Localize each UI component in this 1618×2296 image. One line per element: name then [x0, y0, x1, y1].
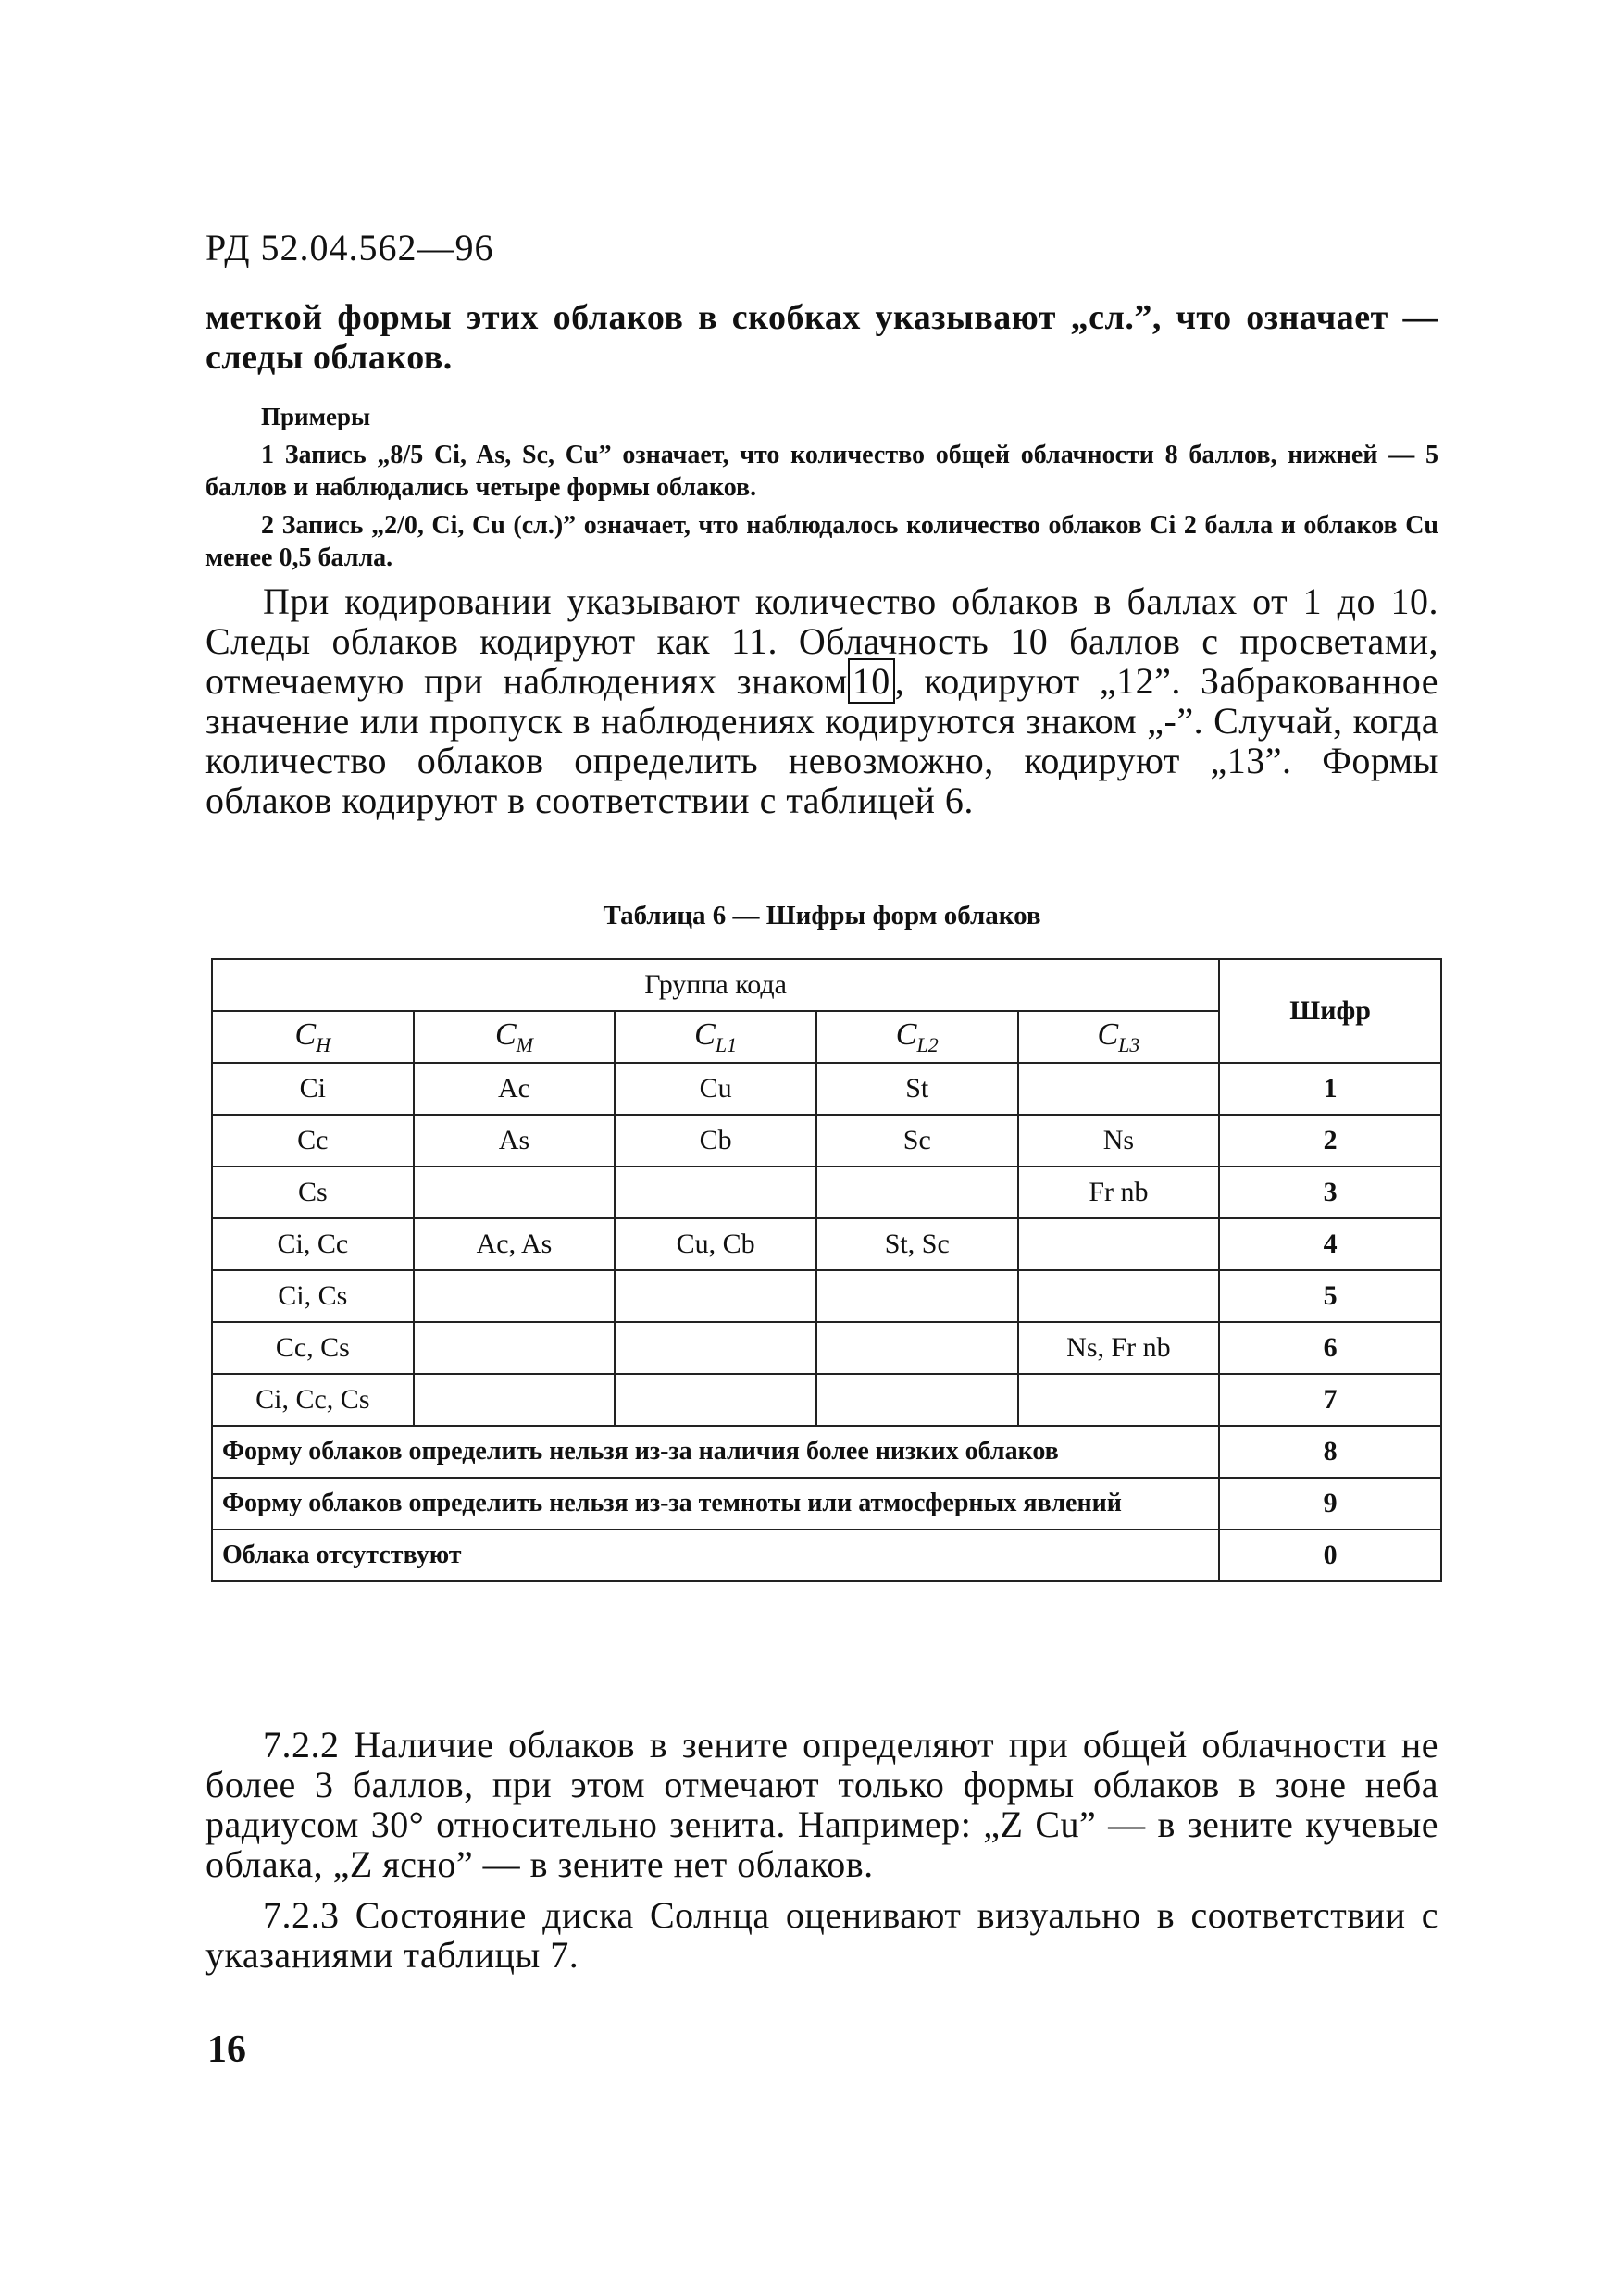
table6-caption: Таблица 6 — Шифры форм облаков	[603, 901, 1041, 930]
coding-text-part1: При кодировании указывают количество облаков в баллах от 1 до 10. Следы облаков кодируют как 11. Облачность 10 баллов с просветами, отмечаемую при наблюдениях знаком	[205, 580, 1438, 702]
column-header-cm	[414, 1011, 616, 1063]
table-cell: St, Sc	[816, 1218, 1018, 1270]
column-header-cl3	[1018, 1011, 1220, 1063]
table-cell: Ns	[1018, 1115, 1220, 1167]
code-cell: 9	[1219, 1478, 1441, 1529]
table-cell: Ac, As	[414, 1218, 616, 1270]
cloud-forms-table	[211, 958, 1442, 1582]
column-header-cm-base: C	[494, 1017, 517, 1052]
table-cell: Cc, Cs	[212, 1322, 414, 1374]
table-cell	[816, 1270, 1018, 1322]
table-cell	[414, 1270, 616, 1322]
table-cell	[1018, 1374, 1220, 1426]
table-cell: Ci	[212, 1063, 414, 1115]
table-row	[212, 1115, 1441, 1167]
code-cell: 6	[1219, 1322, 1441, 1374]
table-cell	[414, 1374, 616, 1426]
table-row	[212, 1063, 1441, 1115]
code-cell: 5	[1219, 1270, 1441, 1322]
code-header-cell: Шифр	[1219, 959, 1441, 1063]
column-header-cl1-base: C	[694, 1017, 716, 1052]
table-cell: Sc	[816, 1115, 1018, 1167]
table-cell: Ci, Cs	[212, 1270, 414, 1322]
column-header-cl2-sub: L2	[916, 1032, 939, 1056]
table-row	[212, 1478, 1441, 1529]
table-cell: Ns, Fr nb	[1018, 1322, 1220, 1374]
wide-text-cell: Форму облаков определить нельзя из-за наличия более низких облаков	[212, 1426, 1219, 1478]
code-cell: 7	[1219, 1374, 1441, 1426]
table-cell: Ac	[414, 1063, 616, 1115]
table-row	[212, 1167, 1441, 1218]
table-cell: Ci, Cc	[212, 1218, 414, 1270]
page-number: 16	[207, 2028, 246, 2071]
table-cell	[615, 1374, 816, 1426]
table-cell: Ci, Cc, Cs	[212, 1374, 414, 1426]
table-cell: Cu, Cb	[615, 1218, 816, 1270]
code-cell: 0	[1219, 1529, 1441, 1581]
table-row	[212, 1270, 1441, 1322]
table-cell: As	[414, 1115, 616, 1167]
code-cell: 3	[1219, 1167, 1441, 1218]
table-row	[212, 1426, 1441, 1478]
column-header-ch-base: C	[294, 1017, 317, 1052]
table-cell: Cu	[615, 1063, 816, 1115]
table-cell	[1018, 1063, 1220, 1115]
table-row	[212, 1322, 1441, 1374]
intro-paragraph: меткой формы этих облаков в скобках указывают „сл.”, что означает — следы облаков.	[205, 298, 1438, 377]
wide-text-cell: Форму облаков определить нельзя из-за темноты или атмосферных явлений	[212, 1478, 1219, 1529]
group-header-cell: Группа кода	[212, 959, 1219, 1011]
section-7-2-3: 7.2.3 Состояние диска Солнца оценивают визуально в соответствии с указаниями таблицы 7.	[205, 1894, 1438, 1976]
column-header-cl1	[615, 1011, 816, 1063]
boxed-sign-10: 10	[848, 658, 895, 704]
wide-text-cell: Облака отсутствуют	[212, 1529, 1219, 1581]
column-header-ch	[212, 1011, 414, 1063]
section-7-2-2: 7.2.2 Наличие облаков в зените определяют при общей облачности не более 3 баллов, при этом отмечают только формы облаков в зоне неба радиусом 30° относительно зенита. Например: „Z Cu” — в зените кучевые облака, „Z ясно” — в зените нет облаков.	[205, 1724, 1438, 1885]
code-cell: 2	[1219, 1115, 1441, 1167]
table-row	[212, 1529, 1441, 1581]
table-cell: St	[816, 1063, 1018, 1115]
table-cell	[816, 1374, 1018, 1426]
column-header-ch-sub: H	[316, 1032, 331, 1056]
table-cell	[816, 1167, 1018, 1218]
table-cell	[615, 1322, 816, 1374]
table-cell	[816, 1322, 1018, 1374]
table-cell: Cc	[212, 1115, 414, 1167]
table-cell	[615, 1167, 816, 1218]
column-header-cl3-base: C	[1097, 1017, 1119, 1052]
example-2: 2 Запись „2/0, Ci, Cu (сл.)” означает, что наблюдалось количество облаков Ci 2 балла и облаков Cu менее 0,5 балла.	[205, 511, 1438, 572]
code-cell: 1	[1219, 1063, 1441, 1115]
table-cell	[414, 1322, 616, 1374]
example-1: 1 Запись „8/5 Ci, As, Sc, Cu” означает, что количество общей облачности 8 баллов, нижней — 5 баллов и наблюдались четыре формы облаков.	[205, 441, 1438, 502]
coding-paragraph	[205, 581, 1438, 820]
column-header-cl1-sub: L1	[715, 1032, 738, 1056]
column-header-cl3-sub: L3	[1118, 1032, 1140, 1056]
table-cell	[1018, 1270, 1220, 1322]
column-header-cl2-base: C	[895, 1017, 917, 1052]
column-header-cl2	[816, 1011, 1018, 1063]
column-header-cm-sub: M	[516, 1032, 533, 1056]
table-cell: Fr nb	[1018, 1167, 1220, 1218]
table-cell	[1018, 1218, 1220, 1270]
table-row	[212, 1374, 1441, 1426]
code-cell: 4	[1219, 1218, 1441, 1270]
coding-text-part2: , кодируют „12”. Забракованное значение или пропуск в наблюдениях кодируются знаком „-”. Случай, когда количество облаков определить невозможно, кодируют „13”. Формы облаков кодируют в соответствии с таблицей 6.	[205, 660, 1439, 821]
table-row	[212, 1218, 1441, 1270]
document-header: РД 52.04.562—96	[205, 227, 494, 268]
table-cell	[615, 1270, 816, 1322]
table-cell	[414, 1167, 616, 1218]
table-cell: Cb	[615, 1115, 816, 1167]
examples-title: Примеры	[261, 403, 371, 430]
code-cell: 8	[1219, 1426, 1441, 1478]
table-cell: Cs	[212, 1167, 414, 1218]
